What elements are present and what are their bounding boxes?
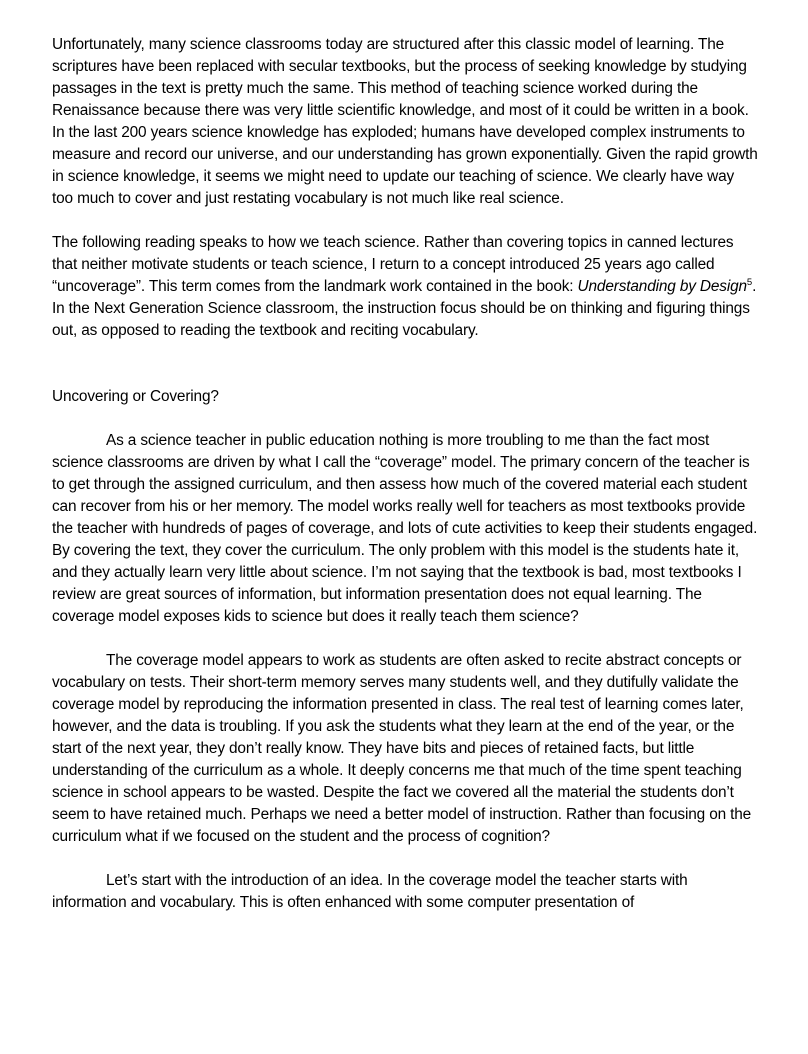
document-page xyxy=(52,34,758,936)
section-heading: Uncovering or Covering? xyxy=(52,388,219,405)
paragraph-coverage-validation: The coverage model appears to work as students are often asked to recite abstract concepts or vocabulary on tests. Their short-term memory serves many students well, and they dutifully validate the coverage model by reproducing the information presented in class. The real test of learning comes later, however, and the data is troubling. If you ask the students what they learn at the end of the year, or the start of the next year, they don’t really know. They have bits and pieces of retained facts, but little understanding of the curriculum as a whole. It deeply concerns me that much of the time spent teaching science in school appears to be wasted. Despite the fact we covered all the material the students don’t seem to have retained much. Perhaps we need a better model of instruction. Rather than focusing on the curriculum what if we focused on the student and the process of cognition? xyxy=(52,652,752,845)
paragraph-uncoverage-intro xyxy=(52,232,758,342)
paragraph-coverage-model: As a science teacher in public education nothing is more troubling to me than the fact most science classrooms are driven by what I call the “coverage” model. The primary concern of the teacher is to get through the assigned curriculum, and then assess how much of the covered material each student can recover from his or her memory. The model works really well for teachers as most textbooks provide the teacher with hundreds of pages of coverage, and lots of cute activities to keep their students engaged. By covering the text, they cover the curriculum. The only problem with this model is the students hate it, and they actually learn very little about science. I’m not saying that the textbook is bad, most textbooks I review are great sources of information, but information presentation does not equal learning. The coverage model exposes kids to science but does it really teach them science? xyxy=(52,432,758,625)
paragraph-classic-model: Unfortunately, many science classrooms today are structured after this classic model of learning. The scriptures have been replaced with secular textbooks, but the process of seeking knowledge by studying passages in the text is pretty much the same. This method of teaching science worked during the Renaissance because there was very little scientific knowledge, and most of it could be written in a book. In the last 200 years science knowledge has exploded; humans have developed complex instruments to measure and record our universe, and our understanding has grown exponentially. Given the rapid growth in science knowledge, it seems we might need to update our teaching of science. We clearly have way too much to cover and just restating vocabulary is not much like real science. xyxy=(52,36,758,207)
book-title: Understanding by Design xyxy=(577,278,747,295)
paragraph-uncoverage-text-before: The following reading speaks to how we teach science. Rather than covering topics in canned lectures that neither motivate students or teach science, I return to a concept introduced 25 years ago called “uncoverage”. This term comes from the landmark work contained in the book: xyxy=(52,234,734,295)
paragraph-introduction-of-idea: Let’s start with the introduction of an idea. In the coverage model the teacher starts with information and vocabulary. This is often enhanced with some computer presentation of xyxy=(52,872,688,911)
footnote-marker: 5 xyxy=(746,276,753,288)
paragraph-uncoverage-text-after: . In the Next Generation Science classroom, the instruction focus should be on thinking and figuring things out, as opposed to reading the textbook and reciting vocabulary. xyxy=(52,278,757,339)
